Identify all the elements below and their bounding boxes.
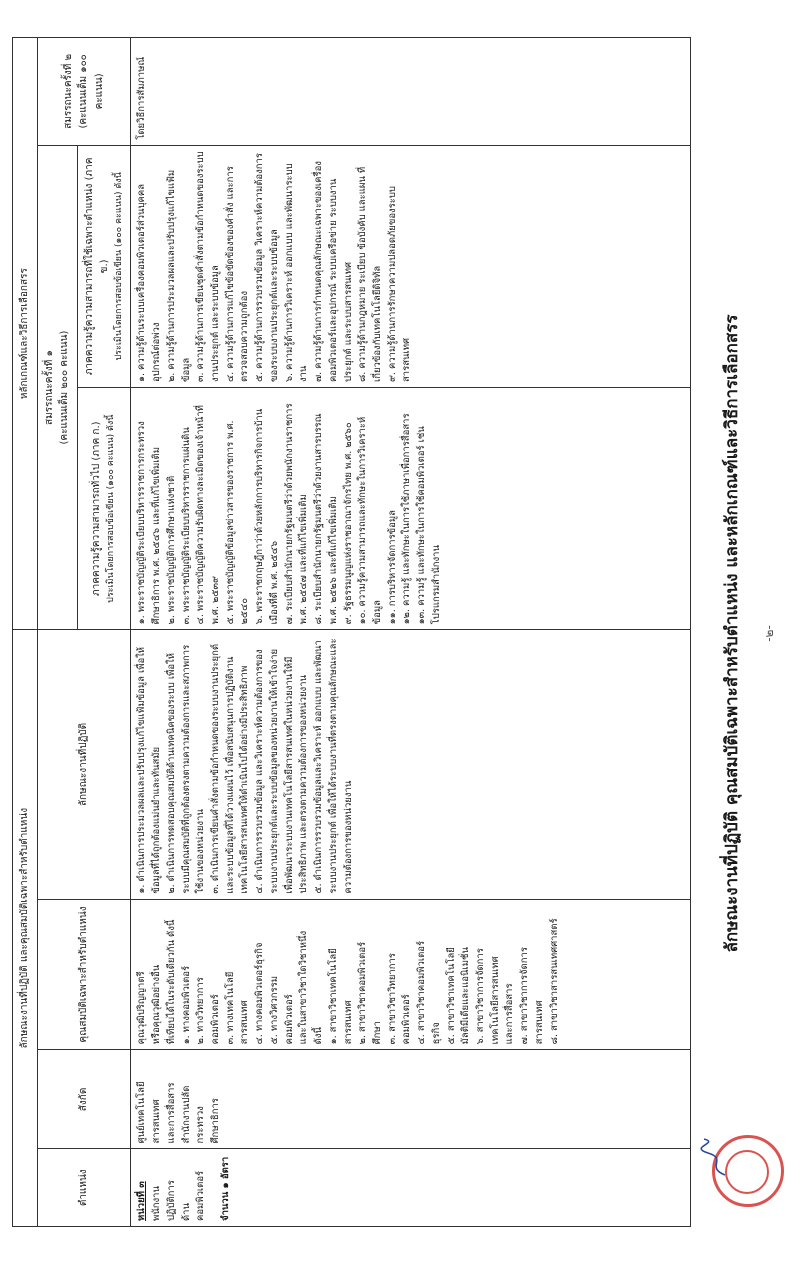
list-item: ๕. สาขาวิชาเทคโนโลยี	[445, 947, 457, 1045]
selection-criteria-table	[12, 37, 691, 1227]
list-item: ๕. ดำเนินการรวบรวมข้อมูลและวิเคราะห์ ออกแบบ และพัฒนาระบบงานประยุกต์ เพื่อให้ได้ระบบงานที่ตรงตามคุณลักษณะและความต้องการของหน่วยงาน	[313, 638, 354, 894]
list-item: ๔. ดำเนินการรวบรวมข้อมูล และวิเคราะห์ความต้องการของระบบงานประยุกต์และระบบข้อมูลของหน่วยงานให้เข้าใจง่าย เพื่อพัฒนาระบบงานเทคโนโลยีสารสนเทศในหน่วยงานให้มีประสิทธิภาพ และตรงตามความต้องการของหน่วยงาน	[254, 648, 310, 894]
page-title: ลักษณะงานที่ปฏิบัติ คุณสมบัติเฉพาะสำหรับตำแหน่ง และหลักเกณฑ์และวิธีการเลือกสรร	[722, 314, 742, 953]
position-unit-no: หน่วยที่ ๓	[136, 1181, 148, 1221]
group-header-right: หลักเกณฑ์และวิธีการเลือกสรร	[13, 38, 38, 630]
unit-line: ศึกษาธิการ	[210, 1098, 222, 1144]
round1-header	[37, 145, 77, 630]
col-header-unit: สังกัด	[37, 1050, 131, 1149]
list-item: ๙. ความรู้ด้านการรักษาความปลอดภัยของระบบสารสนเทศ	[386, 186, 413, 383]
list-item: ๑๐. ความรู้ความสามารถและทักษะในการวิเคราะห์ข้อมูล	[357, 416, 383, 625]
list-item: ๔. พระราชบัญญัติความรับผิดทางละเมิดของเจ้าหน้าที่ พ.ศ. ๒๕๓๙	[195, 405, 222, 625]
cell-qualification	[131, 899, 691, 1050]
round1-a-title: ภาคความรู้ความสามารถทั่วไป (ภาค ก.)	[91, 421, 103, 596]
list-item: ๑๒. ความรู้ และทักษะในการใช้ภาษาเพื่อการสื่อสาร	[401, 413, 413, 625]
list-item: ๔. สาขาวิชาคอมพิวเตอร์	[416, 940, 428, 1045]
list-item: ๒. สาขาวิชาคอมพิวเตอร์	[357, 941, 369, 1045]
round2-score: (คะแนนเต็ม ๑๐๐ คะแนน)	[78, 54, 105, 129]
list-item: ศึกษา	[371, 1021, 383, 1045]
list-item: ดังนี้	[313, 1027, 325, 1045]
list-item: ๓. สาขาวิชาวิทยาการ	[386, 953, 398, 1045]
position-line: พนักงาน	[151, 1186, 163, 1221]
list-item: สารสนเทศ	[239, 1000, 251, 1045]
list-item: มัลติมีเดียและแอนิเมชั่น	[460, 947, 472, 1045]
list-item: ๑. สาขาวิชาเทคโนโลยี	[327, 948, 339, 1045]
list-item: ๘. ระเบียบสำนักนายกรัฐมนตรีว่าด้วยงานสารบรรณ พ.ศ. ๒๕๒๖ และที่แก้ไขเพิ่มเติม	[313, 413, 339, 625]
list-item: คุณวุฒิปริญญาตรี	[136, 971, 148, 1045]
position-line: ด้านคอมพิวเตอร์	[180, 1170, 207, 1221]
round2-header	[37, 38, 131, 146]
list-item: ๖. พระราชกฤษฎีกาว่าด้วยหลักการบริหารกิจการบ้านเมืองที่ดี พ.ศ. ๒๕๔๖	[254, 408, 280, 625]
unit-line: และการสื่อสาร	[165, 1082, 177, 1144]
cell-unit	[131, 1050, 691, 1149]
round1-score: (คะแนนเต็ม ๒๐๐ คะแนน)	[59, 330, 70, 445]
round1-a-header	[77, 388, 131, 630]
list-item: ๒. ดำเนินการทดสอบคุณสมบัติด้านเทคนิคของระบบ เพื่อให้ระบบมีคุณสมบัติที่ถูกต้องตรงตามความต้องการและสภาพการใช้งานของหน่วยงาน	[165, 644, 207, 894]
list-item: สารสนเทศ	[533, 1000, 545, 1045]
list-item: คอมพิวเตอร์	[401, 994, 413, 1045]
unit-line: สารสนเทศ	[151, 1099, 163, 1144]
list-item: ๓. ทางเทคโนโลยี	[224, 971, 236, 1045]
position-quota: จำนวน ๑ อัตรา	[220, 1156, 232, 1221]
list-item: ๑๓. ความรู้ และทักษะในการใช้คอมพิวเตอร์ เช่น โปรแกรมสำนักงาน	[416, 426, 442, 625]
position-line: ปฏิบัติการ	[165, 1180, 177, 1221]
list-item: ๓. ความรู้ด้านการเขียนชุดคำสั่งตามข้อกำหนดของระบบงานประยุกต์ และระบบข้อมูล	[195, 151, 222, 383]
list-item: ๒. ทางวิทยาการ	[195, 977, 207, 1045]
list-item: ๒. พระราชบัญญัติการศึกษาแห่งชาติ	[165, 475, 177, 625]
list-item: ๑. ดำเนินการประมวลผลและปรับปรุงแก้ไขแฟ้มข้อมูล เพื่อให้ข้อมูลที่ได้ถูกต้องแม่นยำและทันสมัย	[136, 646, 163, 894]
round2-method: โดยวิธีการสัมภาษณ์	[136, 56, 148, 140]
cell-round2	[131, 38, 691, 146]
round1-a-method: ประเมินโดยการสอบข้อเขียน (๑๐๐ คะแนน) ดังนี้	[105, 414, 116, 603]
round1-b-method: ประเมินโดยการสอบข้อเขียน (๑๐๐ คะแนน) ดังนี้	[113, 172, 124, 361]
list-item: ๗. ระเบียบสำนักนายกรัฐมนตรีว่าด้วยพนักงานราชการ พ.ศ. ๒๕๔๗ และที่แก้ไขเพิ่มเติม	[283, 403, 310, 625]
list-item: และในสาขาวิชาใดวิชาหนึ่ง	[298, 930, 310, 1045]
list-item: ๕. ความรู้ด้านการรวบรวมข้อมูล วิเคราะห์ความต้องการของระบบงานประยุกต์และระบบข้อมูล	[254, 153, 280, 383]
col-header-qualification: คุณสมบัติเฉพาะสำหรับตำแหน่ง	[37, 899, 131, 1050]
list-item: ๗. ความรู้ด้านการกำหนดคุณลักษณะเฉพาะของเครื่องคอมพิวเตอร์และอุปกรณ์ ระบบเครือข่าย ระบบงานประยุกต์ และระบบสารสนเทศ	[313, 161, 354, 383]
list-item: ๕. พระราชบัญญัติข้อมูลข่าวสารของราชการ พ.ศ. ๒๕๔๐	[224, 420, 251, 625]
list-item: ๑. พระราชบัญญัติระเบียบบริหารราชการกระทรวงศึกษาธิการ พ.ศ. ๒๕๔๖ และที่แก้ไขเพิ่มเติม	[136, 421, 163, 625]
list-item: ๘. สาขาวิชาสารสนเทศศาสตร์	[548, 918, 560, 1045]
list-item: คอมพิวเตอร์	[210, 994, 222, 1045]
list-item: ๓. พระราชบัญญัติระเบียบบริหารราชการแผ่นดิน	[180, 427, 192, 625]
col-header-duty: ลักษณะงานที่ปฏิบัติ	[37, 630, 131, 899]
cell-duties	[131, 630, 691, 899]
col-header-position: ตำแหน่ง	[37, 1149, 131, 1227]
signature-icon	[700, 1137, 730, 1177]
list-item: ๘. ความรู้ด้านกฎหมาย ระเบียบ ข้อบังคับ และแผน ที่เกี่ยวข้องกับเทคโนโลยีดิจิทัล	[357, 166, 383, 383]
list-item: ๓. ดำเนินการเขียนคำสั่งตามข้อกำหนดของระบบงานประยุกต์ และระบบข้อมูลที่ได้วางแผนไว้ เพื่อสนับสนุนการปฏิบัติงานเทคโนโลยีสารสนเทศให้ดำเนินไปได้อย่างมีประสิทธิภาพ	[210, 643, 251, 894]
round1-b-header	[77, 145, 131, 387]
list-item: ๑๑. การบริหารจัดการข้อมูล	[386, 510, 398, 625]
cell-exam-b	[131, 145, 691, 387]
list-item: ๑. ทางคอมพิวเตอร์	[180, 965, 192, 1045]
list-item: ๖. ความรู้ด้านการวิเคราะห์ ออกแบบ และพัฒนาระบบงาน	[283, 163, 310, 383]
list-item: ๔. ความรู้ด้านการแก้ไขข้อขัดข้องของคำสั่ง และการตรวจสอบความถูกต้อง	[224, 166, 251, 383]
round2-title: สมรรถนะครั้งที่ ๒	[62, 53, 74, 129]
unit-line: สำนักงานปลัดกระทรวง	[180, 1085, 207, 1144]
list-item: ๕. ทางวิศวกรรม	[268, 976, 280, 1045]
list-item: หรือคุณวุฒิอย่างอื่น	[151, 964, 163, 1045]
round1-b-title: ภาคความรู้ความสามารถที่ใช้เฉพาะตำแหน่ง (ภาค ข.)	[83, 157, 110, 376]
list-item: ๑. ความรู้ด้านระบบเครื่องคอมพิวเตอร์ส่วนบุคคล อุปกรณ์ต่อพ่วง	[136, 183, 163, 383]
list-item: ๗. สาขาวิชาการจัดการ	[519, 947, 531, 1045]
cell-position	[131, 1149, 691, 1227]
page-number: -๒-	[762, 625, 776, 642]
list-item: ๙. รัฐธรรมนูญแห่งราชอาณาจักรไทย พ.ศ. ๒๕๖๐	[342, 422, 354, 625]
round1-title: สมรรถนะครั้งที่ ๑	[43, 350, 55, 425]
list-item: ธุรกิจ	[430, 1022, 442, 1045]
list-item: ๒. ความรู้ด้านการประมวลผลและปรับปรุงแก้ไขแฟ้มข้อมูล	[165, 169, 192, 383]
group-header-left: ลักษณะงานที่ปฏิบัติ และคุณสมบัติเฉพาะสำหรับตำแหน่ง	[13, 630, 38, 1227]
list-item: เทคโนโลยีสารสนเทศ	[489, 956, 501, 1045]
list-item: คอมพิวเตอร์	[283, 994, 295, 1045]
list-item: ที่เทียบได้ในระดับเดียวกัน ดังนี้	[165, 919, 177, 1045]
list-item: ๔. ทางคอมพิวเตอร์ธุรกิจ	[254, 942, 266, 1045]
unit-line: ศูนย์เทคโนโลยี	[136, 1081, 148, 1144]
cell-exam-a	[131, 388, 691, 630]
list-item: สารสนเทศ	[342, 1000, 354, 1045]
list-item: และการสื่อสาร	[504, 983, 516, 1045]
list-item: ๖. สาขาวิชาการจัดการ	[474, 948, 486, 1045]
